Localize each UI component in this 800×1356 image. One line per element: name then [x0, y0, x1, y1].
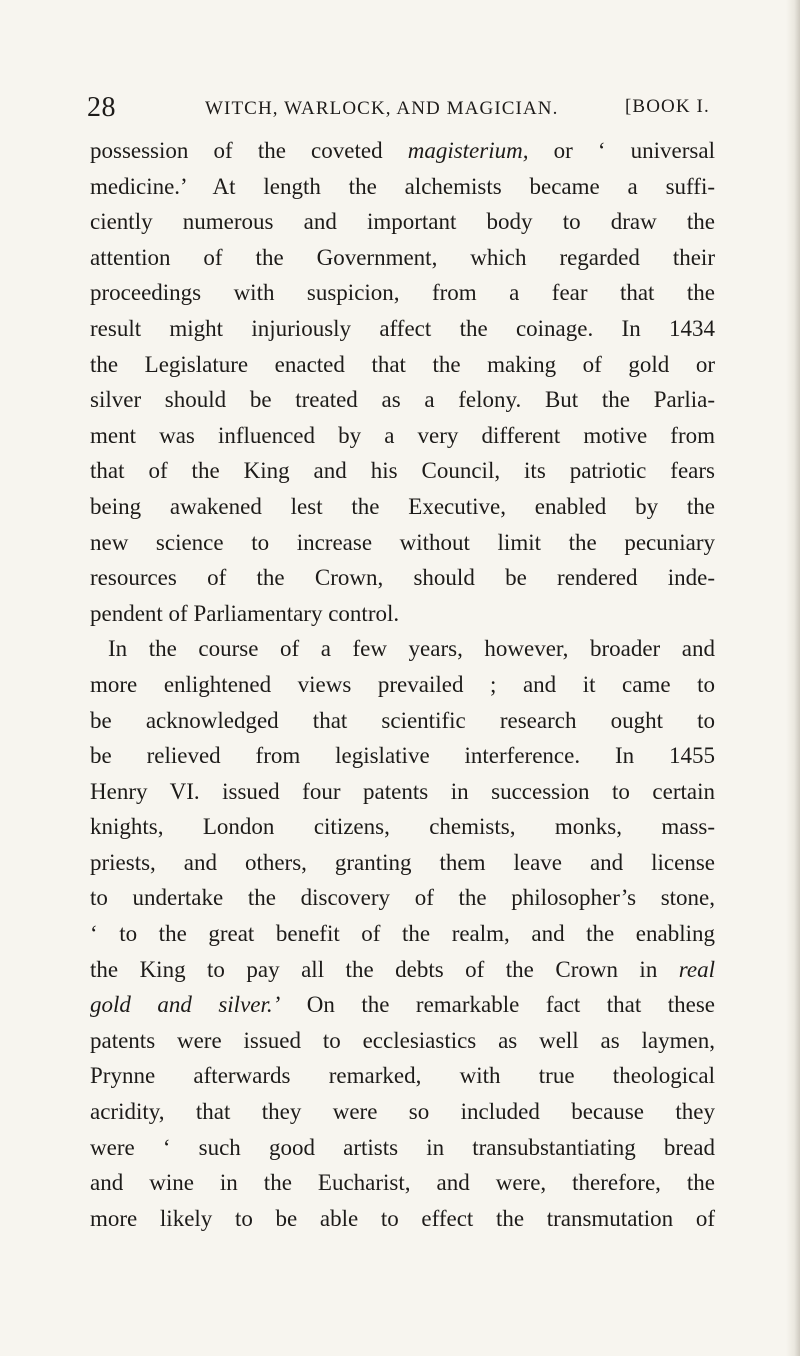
text-run: silver should be treated as a felony. But the Parlia- [90, 387, 715, 413]
text-line [90, 525, 715, 561]
text-line [90, 347, 715, 383]
text-line [90, 275, 715, 311]
text-line [90, 453, 715, 489]
running-head [87, 92, 792, 128]
body-text [90, 133, 715, 1236]
text-line [90, 311, 715, 347]
text-run: be acknowledged that scientific research ought to [90, 707, 715, 733]
text-run: acridity, that they were so included because they [90, 1099, 715, 1125]
italic-text: gold and silver.’ [90, 992, 281, 1018]
text-line [90, 1058, 715, 1094]
text-run: patents were issued to ecclesiastics as well as laymen, [90, 1027, 715, 1053]
text-line [90, 703, 715, 739]
text-run: On the remarkable fact that these [280, 992, 715, 1018]
text-run: knights, London citizens, chemists, monks, mass- [90, 814, 715, 840]
text-line [90, 169, 715, 205]
text-run: more likely to be able to effect the transmutation of [90, 1205, 715, 1231]
text-line [90, 1094, 715, 1130]
text-run: to undertake the discovery of the philosopher’s stone, [90, 885, 715, 911]
italic-text: magisterium, [407, 138, 529, 163]
text-run: ment was influenced by a very different motive from [90, 422, 715, 448]
text-line [90, 1201, 715, 1237]
text-run: were ‘ such good artists in transubstantiating bread [90, 1134, 715, 1160]
running-head-title: WITCH, WARLOCK, AND MAGICIAN. [205, 98, 559, 119]
italic-text: real [678, 956, 715, 982]
text-run: In the course of a few years, however, broader and [108, 636, 715, 662]
text-run: more enlightened views prevailed ; and it came to [90, 671, 715, 697]
text-line [90, 631, 715, 667]
text-line [90, 596, 715, 632]
text-line [90, 667, 715, 703]
page-edge-shadow [786, 0, 800, 1356]
text-run: Prynne afterwards remarked, with true theological [90, 1063, 715, 1089]
text-run: new science to increase without limit the pecuniary [90, 529, 715, 555]
text-line [90, 240, 715, 276]
text-run: and wine in the Eucharist, and were, therefore, the [90, 1170, 715, 1196]
text-run: proceedings with suspicion, from a fear that the [90, 280, 715, 306]
text-run: pendent of Parliamentary control. [90, 600, 400, 626]
text-run: be relieved from legislative interference. In 1455 [90, 743, 715, 769]
text-line [90, 560, 715, 596]
text-line [90, 845, 715, 881]
text-run: being awakened lest the Executive, enabled by the [90, 493, 715, 519]
text-run: ciently numerous and important body to draw the [90, 209, 715, 235]
text-line [90, 1165, 715, 1201]
text-line [90, 952, 715, 988]
text-run: attention of the Government, which regarded their [90, 244, 715, 270]
text-run: that of the King and his Council, its patriotic fears [90, 458, 715, 484]
text-line [90, 1130, 715, 1166]
text-line [90, 133, 715, 169]
page-number: 28 [87, 92, 116, 123]
text-line [90, 1023, 715, 1059]
text-run: the King to pay all the debts of the Crown in [90, 956, 679, 982]
text-line [90, 774, 715, 810]
text-line [90, 418, 715, 454]
text-line [90, 916, 715, 952]
text-line [90, 382, 715, 418]
text-run: resources of the Crown, should be rendered inde- [90, 565, 715, 591]
text-run: the Legislature enacted that the making of gold or [90, 351, 715, 377]
text-line [90, 489, 715, 525]
text-line [90, 880, 715, 916]
text-run: medicine.’ At length the alchemists became a suffi- [90, 173, 715, 199]
text-run: priests, and others, granting them leave and license [90, 849, 715, 875]
text-line [90, 987, 715, 1023]
text-line [90, 738, 715, 774]
text-run: or ‘ universal [528, 138, 715, 163]
text-line [90, 204, 715, 240]
text-run: Henry VI. issued four patents in succession to certain [90, 778, 715, 804]
text-line [90, 809, 715, 845]
text-run: possession of the coveted [90, 138, 408, 163]
text-run: ‘ to the great benefit of the realm, and the enabling [90, 921, 715, 947]
running-head-book: [BOOK I. [625, 96, 710, 117]
text-run: result might injuriously affect the coinage. In 1434 [90, 315, 715, 341]
